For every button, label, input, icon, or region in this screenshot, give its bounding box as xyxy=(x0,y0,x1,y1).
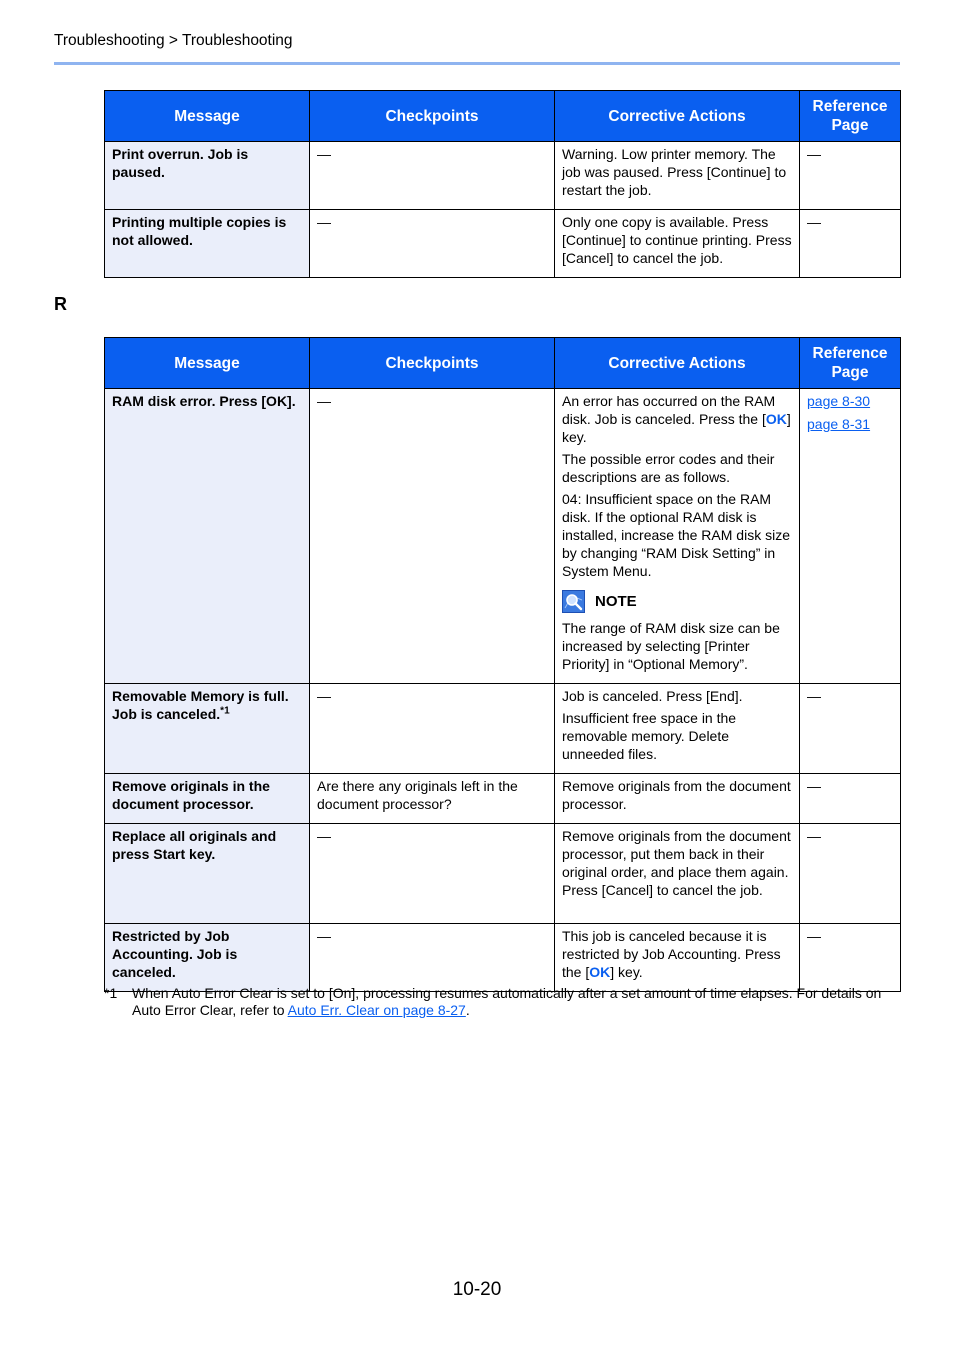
header-rule xyxy=(54,62,900,65)
column-header-message: Message xyxy=(105,91,310,142)
action-cell xyxy=(555,684,800,774)
column-header-reference-page: Reference Page xyxy=(800,338,901,389)
action-text: Only one copy is available. Press [Continue] to continue printing. Press [Cancel] to cancel the job. xyxy=(562,214,792,266)
checkpoint-cell: — xyxy=(310,142,555,210)
column-header-reference-page: Reference Page xyxy=(800,91,901,142)
footnote-link-auto-err-clear[interactable]: Auto Err. Clear on page 8-27 xyxy=(287,1002,466,1018)
note-label: NOTE xyxy=(595,592,637,610)
message-cell xyxy=(105,684,310,774)
table-header-row xyxy=(105,338,901,389)
reference-cell: — xyxy=(800,210,901,278)
action-text-part: An error has occurred on the RAM disk. Job is canceled. Press the [ xyxy=(562,393,776,427)
table-row xyxy=(105,389,901,684)
column-header-corrective-actions: Corrective Actions xyxy=(555,91,800,142)
action-text: Warning. Low printer memory. The job was paused. Press [Continue] to restart the job. xyxy=(562,146,787,198)
error-table-1 xyxy=(104,90,901,278)
note-heading xyxy=(562,590,792,613)
action-cell xyxy=(555,774,800,824)
ok-key-label: OK xyxy=(589,964,611,980)
checkpoint-cell: — xyxy=(310,210,555,278)
checkpoint-cell: Are there any originals left in the document processor? xyxy=(310,774,555,824)
table-header-row xyxy=(105,91,901,142)
column-header-message: Message xyxy=(105,338,310,389)
footnote-text xyxy=(132,985,904,1019)
action-text: 04: Insufficient space on the RAM disk. If the optional RAM disk is installed, increase the RAM disk size by changing “RAM Disk Setting” in System Menu. xyxy=(562,491,790,579)
page-number: 10-20 xyxy=(452,1279,502,1300)
checkpoint-cell: — xyxy=(310,389,555,684)
message-cell: RAM disk error. Press [OK]. xyxy=(105,389,310,684)
column-header-checkpoints: Checkpoints xyxy=(310,91,555,142)
error-table-2 xyxy=(104,337,901,992)
reference-cell: — xyxy=(800,824,901,924)
message-cell: Replace all originals and press Start key. xyxy=(105,824,310,924)
reference-cell: — xyxy=(800,774,901,824)
reference-link-page-8-31[interactable]: page 8-31 xyxy=(807,416,871,432)
action-cell xyxy=(555,210,800,278)
table-row xyxy=(105,210,901,278)
message-cell: Printing multiple copies is not allowed. xyxy=(105,210,310,278)
action-text-part: ] key. xyxy=(562,411,791,445)
table-row xyxy=(105,774,901,824)
action-text: The possible error codes and their descriptions are as follows. xyxy=(562,451,775,485)
action-text: Job is canceled. Press [End]. xyxy=(562,688,743,704)
note-text: The range of RAM disk size can be increased by selecting [Printer Priority] in “Optional Memory”. xyxy=(562,620,780,672)
action-text: Insufficient free space in the removable memory. Delete unneeded files. xyxy=(562,710,737,762)
action-cell xyxy=(555,924,800,992)
message-cell: Print overrun. Job is paused. xyxy=(105,142,310,210)
message-text: Removable Memory is full. Job is canceled. xyxy=(112,688,289,722)
column-header-corrective-actions: Corrective Actions xyxy=(555,338,800,389)
reference-cell: — xyxy=(800,924,901,992)
table-row xyxy=(105,684,901,774)
footnote-marker: *1 xyxy=(220,705,230,717)
note-magnifier-icon xyxy=(562,590,585,613)
action-text xyxy=(562,927,792,981)
footnote xyxy=(104,985,904,1019)
table-row xyxy=(105,142,901,210)
reference-cell: — xyxy=(800,142,901,210)
message-cell: Restricted by Job Accounting. Job is canceled. xyxy=(105,924,310,992)
action-text: Remove originals from the document processor, put them back in their original order, and place them again. Press [Cancel] to cancel the job. xyxy=(562,828,791,898)
action-cell xyxy=(555,389,800,684)
reference-cell xyxy=(800,389,901,684)
table-row xyxy=(105,824,901,924)
action-cell xyxy=(555,824,800,924)
checkpoint-cell: — xyxy=(310,924,555,992)
breadcrumb: Troubleshooting > Troubleshooting xyxy=(54,32,293,49)
footnote-marker: *1 xyxy=(104,985,118,1001)
section-letter: R xyxy=(54,294,67,314)
footnote-end: . xyxy=(465,1002,470,1018)
checkpoint-cell: — xyxy=(310,684,555,774)
table-row xyxy=(105,924,901,992)
action-text-part: This job is canceled because it is restricted by Job Accounting. Press the [ xyxy=(562,928,781,980)
message-cell: Remove originals in the document processor. xyxy=(105,774,310,824)
checkpoint-cell: — xyxy=(310,824,555,924)
reference-cell: — xyxy=(800,684,901,774)
column-header-checkpoints: Checkpoints xyxy=(310,338,555,389)
reference-link-page-8-30[interactable]: page 8-30 xyxy=(807,393,871,409)
action-cell xyxy=(555,142,800,210)
footnote-body: When Auto Error Clear is set to [On], processing resumes automatically after a set amount of time elapses. For details on Auto Error Clear, refer to xyxy=(132,985,882,1018)
ok-key-label: OK xyxy=(765,411,787,427)
action-text xyxy=(562,392,792,446)
action-text-part: ] key. xyxy=(610,964,643,980)
action-text: Remove originals from the document processor. xyxy=(562,778,791,812)
